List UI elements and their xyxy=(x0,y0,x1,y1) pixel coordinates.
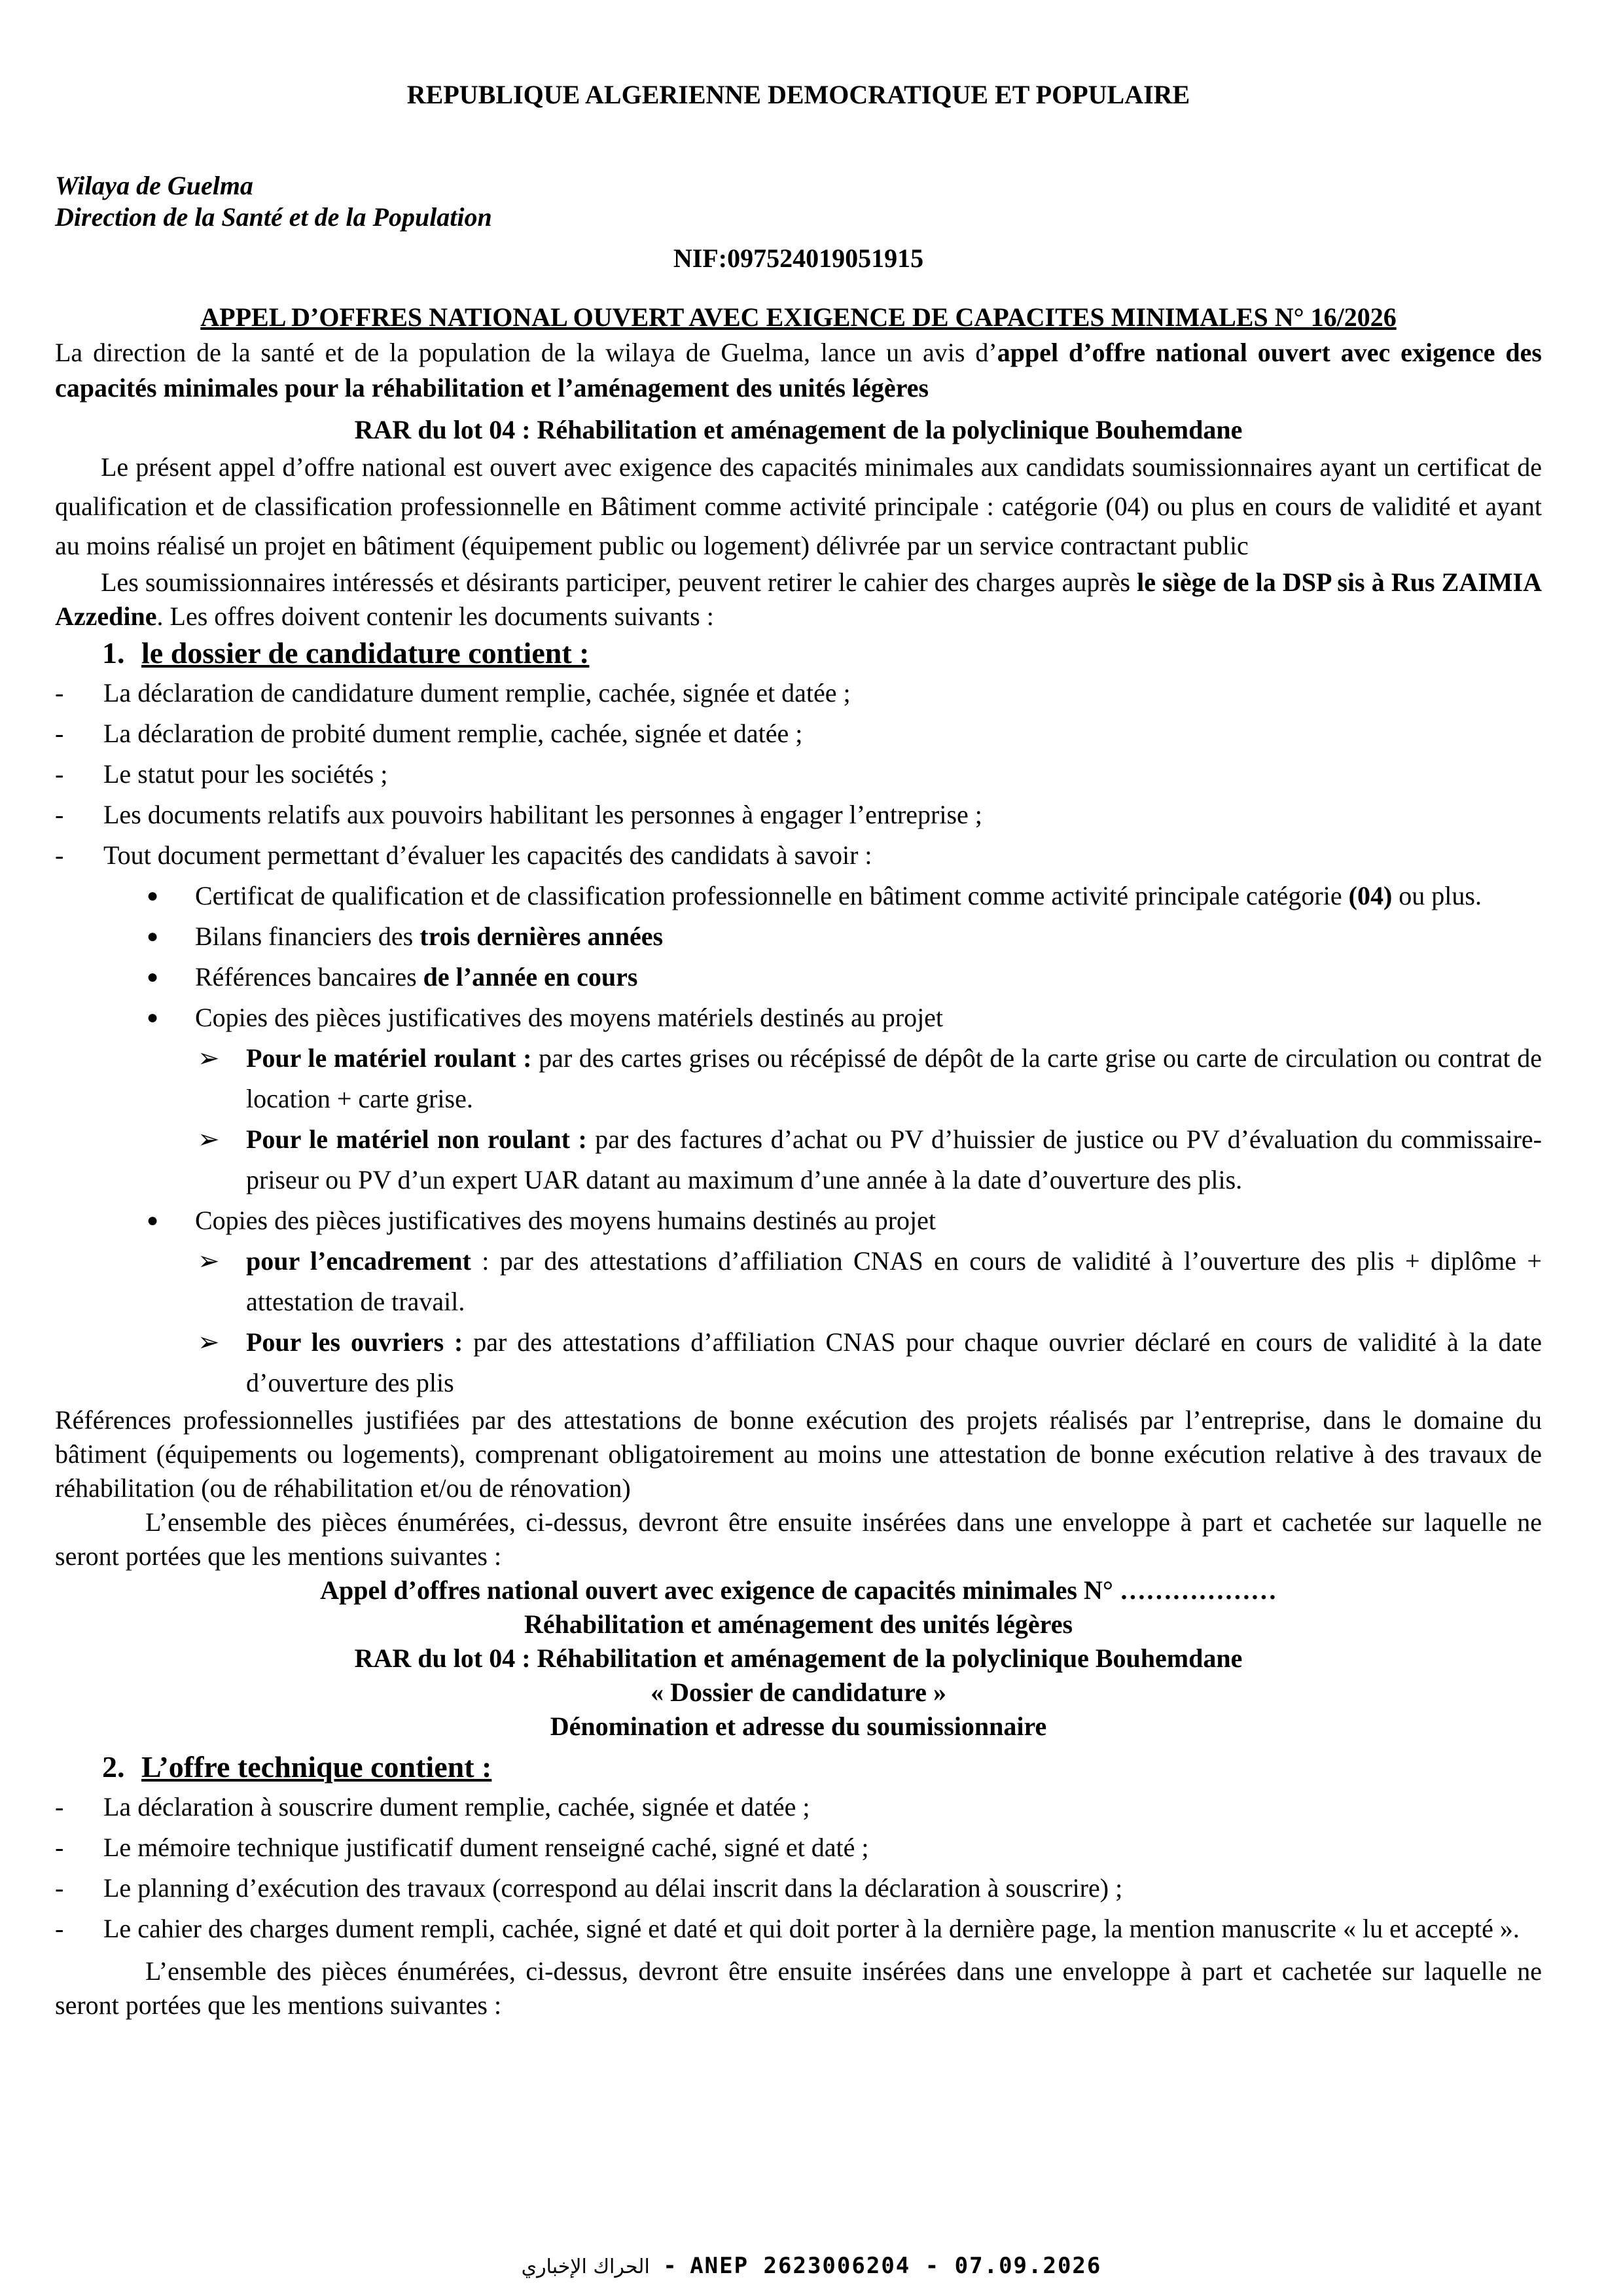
lot-line: RAR du lot 04 : Réhabilitation et aménagement de la polyclinique Bouhemdane xyxy=(354,415,1243,444)
list-item: ● Copies des pièces justificatives des moyens matériels destinés au projet xyxy=(147,997,1542,1038)
intro-paragraph: La direction de la santé et de la population de la wilaya de Guelma, lance un avis d’appel d’offre national ouvert avec exigence des capacités minimales pour la réhabilitation et l’aménagement des unités légères xyxy=(55,338,1542,403)
list-item: - Le statut pour les sociétés ; xyxy=(55,759,388,789)
arrow-icon: ➢ xyxy=(198,1124,220,1154)
list-item: - Le planning d’exécution des travaux (correspond au délai inscrit dans la déclaration à souscrire) ; xyxy=(55,1873,1123,1903)
list-item: ● Références bancaires de l’année en cours xyxy=(147,957,1542,997)
list-item: - La déclaration de candidature dument remplie, cachée, signée et datée ; xyxy=(55,678,851,708)
envelope-paragraph-2: L’ensemble des pièces énumérées, ci-dessus, devront être ensuite insérées dans une enveloppe à part et cachetée sur laquelle ne seront portées que les mentions suivantes : xyxy=(55,1956,1542,2020)
section-2-heading: 2. L’offre technique contient : xyxy=(102,1750,492,1784)
list-item: ➢ Pour les ouvriers : par des attestations d’affiliation CNAS pour chaque ouvrier déclaré en cours de validité à la date d’ouverture des plis xyxy=(198,1322,1542,1403)
publisher-name: الحراك الإخباري xyxy=(521,2255,650,2278)
section-1-heading: 1. le dossier de candidature contient : xyxy=(102,636,590,670)
list-item: - Tout document permettant d’évaluer les capacités des candidats à savoir : xyxy=(55,840,872,870)
withdrawal-paragraph: Les soumissionnaires intéressés et désirants participer, peuvent retirer le cahier des charges auprès le siège de la DSP sis à Rus ZAIMIA Azzedine. Les offres doivent contenir les documents suivants : xyxy=(55,567,1542,631)
wilaya-line: Wilaya de Guelma xyxy=(55,171,253,200)
list-item: ➢ Pour le matériel non roulant : par des factures d’achat ou PV d’huissier de justice ou PV d’évaluation du commissaire-priseur ou PV d’un expert UAR datant au maximum d’une année à la date d’ouverture des plis. xyxy=(198,1119,1542,1200)
arrow-icon: ➢ xyxy=(198,1246,220,1276)
list-item: ➢ Pour le matériel roulant : par des cartes grises ou récépissé de dépôt de la carte grise ou carte de circulation ou contrat de location + carte grise. xyxy=(198,1038,1542,1119)
envelope-mention: RAR du lot 04 : Réhabilitation et aménagement de la polyclinique Bouhemdane xyxy=(354,1643,1243,1673)
list-item: - Le mémoire technique justificatif dument renseigné caché, signé et daté ; xyxy=(55,1833,869,1862)
bullet-icon: ● xyxy=(147,885,159,906)
eligibility-paragraph: Le présent appel d’offre national est ouvert avec exigence des capacités minimales aux candidats soumissionnaires ayant un certificat de qualification et de classification professionnelle en Bâtiment comme activité principale : catégorie (04) ou plus en cours de validité et ayant au moins réalisé un projet en bâtiment (équipement public ou logement) délivrée par un service contractant public xyxy=(55,452,1542,560)
list-item: ➢ pour l’encadrement : par des attestations d’affiliation CNAS en cours de validité à l’ouverture des plis + diplôme + attestation de travail. xyxy=(198,1241,1542,1322)
republic-header: REPUBLIQUE ALGERIENNE DEMOCRATIQUE ET POPULAIRE xyxy=(406,80,1190,109)
bullet-icon: ● xyxy=(147,925,159,947)
bullet-icon: ● xyxy=(147,1007,159,1028)
list-item: - La déclaration de probité dument remplie, cachée, signée et datée ; xyxy=(55,719,803,748)
list-item: ● Bilans financiers des trois dernières années xyxy=(147,916,1542,957)
envelope-mention: Réhabilitation et aménagement des unités légères xyxy=(524,1609,1073,1639)
bullet-icon: ● xyxy=(147,1210,159,1231)
direction-line: Direction de la Santé et de la Population xyxy=(55,202,492,232)
tender-title: APPEL D’OFFRES NATIONAL OUVERT AVEC EXIGENCE DE CAPACITES MINIMALES N° 16/2026 xyxy=(200,302,1397,332)
envelope-paragraph: L’ensemble des pièces énumérées, ci-dessus, devront être ensuite insérées dans une enveloppe à part et cachetée sur laquelle ne seront portées que les mentions suivantes : xyxy=(55,1507,1542,1571)
arrow-icon: ➢ xyxy=(198,1327,220,1357)
list-item: - Le cahier des charges dument rempli, cachée, signé et daté et qui doit porter à la dernière page, la mention manuscrite « lu et accepté ». xyxy=(55,1914,1520,1943)
list-item: - Les documents relatifs aux pouvoirs habilitant les personnes à engager l’entreprise ; xyxy=(55,800,982,829)
arrow-icon: ➢ xyxy=(198,1043,220,1073)
envelope-mention: Appel d’offres national ouvert avec exigence de capacités minimales N° ……………… xyxy=(320,1575,1277,1605)
anep-reference: - ANEP 2623006204 - 07.09.2026 xyxy=(649,2253,1102,2279)
nif-line: NIF:097524019051915 xyxy=(673,243,924,273)
envelope-mention: « Dossier de candidature » xyxy=(651,1677,946,1707)
list-item: ● Copies des pièces justificatives des moyens humains destinés au projet xyxy=(147,1200,1542,1241)
list-item: - La déclaration à souscrire dument remplie, cachée, signée et datée ; xyxy=(55,1792,810,1821)
bullet-icon: ● xyxy=(147,966,159,988)
envelope-mention: Dénomination et adresse du soumissionnaire xyxy=(550,1712,1047,1741)
document-page xyxy=(55,77,1542,2022)
references-paragraph: Références professionnelles justifiées par des attestations de bonne exécution des projets réalisés par l’entreprise, dans le domaine du bâtiment (équipements ou logements), comprenant obligatoirement au moins une attestation de bonne exécution relative à des travaux de réhabilitation (ou de réhabilitation et/ou de rénovation) xyxy=(55,1405,1542,1503)
footer-reference xyxy=(0,2253,1623,2279)
list-item: ● Certificat de qualification et de classification professionnelle en bâtiment comme activité principale catégorie (04) ou plus. xyxy=(147,876,1542,916)
